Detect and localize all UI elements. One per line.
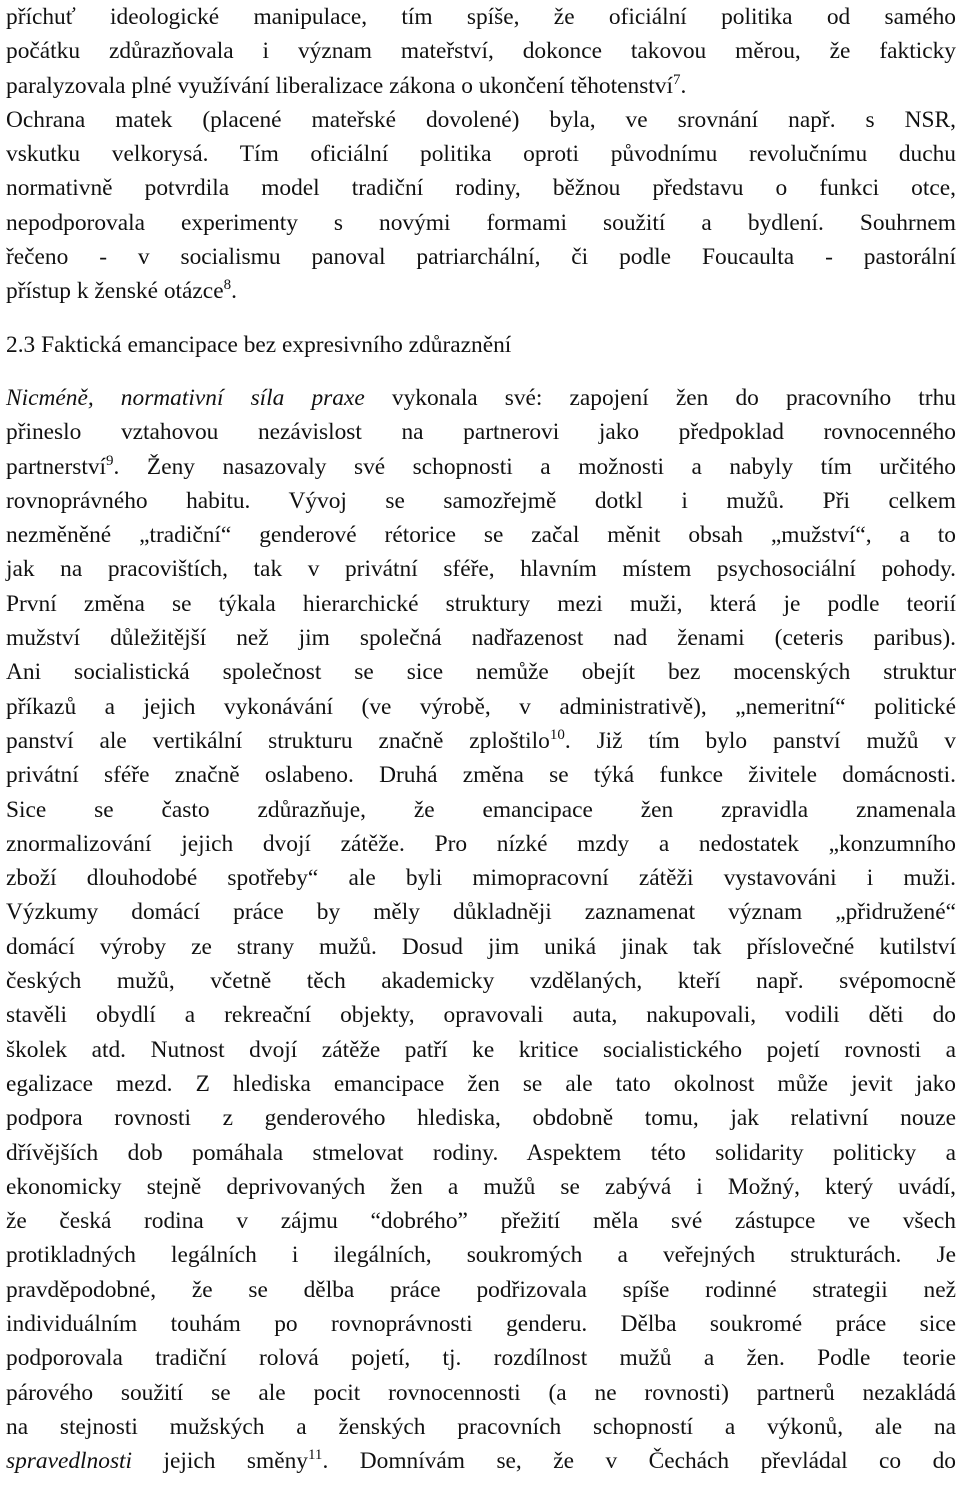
text-line: přineslo vztahovou nezávislost na partnerovi jako předpoklad rovnocenného xyxy=(6,419,956,446)
text-fragment: . Domnívám se, že v Čechách převládal co do xyxy=(322,1448,956,1475)
text-line: zboží dlouhodobé spotřeby“ ale byli mimopracovní zátěži vystavováni i muži. xyxy=(6,865,956,892)
text-fragment: jejich směny xyxy=(132,1448,308,1475)
paragraph-spacer xyxy=(6,309,956,328)
text-line: nezměněné „tradiční“ genderové rétorice se začal měnit obsah „mužství“, a to xyxy=(6,522,956,549)
text-fragment: . Ženy nasazovaly své schopnosti a možnosti a nabyly tím určitého xyxy=(113,453,956,480)
document-page xyxy=(6,0,956,1478)
text-line: normativně potvrdila model tradiční rodiny, běžnou představu o funkci otce, xyxy=(6,175,956,202)
text-line: podpora rovnosti z genderového hlediska, obdobně tomu, jak relativní nouze xyxy=(6,1105,956,1132)
text-fragment: vykonala své: zapojení žen do pracovního trhu xyxy=(364,384,956,411)
text-line: přístup k ženské otázce$^8$. xyxy=(6,277,237,305)
text-line: českých mužů, včetně těch akademicky vzdělaných, kteří např. svépomocně xyxy=(6,968,956,995)
text-line: protikladných legálních i ilegálních, soukromých a veřejných strukturách. Je xyxy=(6,1242,956,1269)
text-line: privátní sféře značně oslabeno. Druhá změna se týká funkce živitele domácnosti. xyxy=(6,762,956,789)
text-line: jak na pracovištích, tak v privátní sféře, hlavním místem psychosociální pohody. xyxy=(6,556,956,583)
text-line: znormalizování jejich dvojí zátěže. Pro nízké mzdy a nedostatek „konzumního xyxy=(6,830,956,857)
footnote-marker[interactable]: 8 xyxy=(223,277,232,294)
italic-phrase: spravedlnosti xyxy=(6,1448,133,1475)
italic-phrase: Nicméně, normativní síla praxe xyxy=(6,384,365,411)
text-line xyxy=(6,1444,956,1478)
paragraph-spacer xyxy=(6,362,956,381)
footnote-marker[interactable]: 10 xyxy=(549,726,565,743)
paragraph-main xyxy=(6,381,956,1479)
text-line: počátku zdůrazňovala i význam mateřství, dokonce takovou měrou, že fakticky xyxy=(6,38,956,65)
text-line: podporovala tradiční rolová pojetí, tj. rozdílnost mužů a žen. Podle teorie xyxy=(6,1345,956,1372)
text-line: řečeno - v socialismu panoval patriarchální, či podle Foucaulta - pastorální xyxy=(6,244,956,271)
text-fragment: . Již tím bylo panství mužů v xyxy=(564,727,956,754)
text-line: stavěli obydlí a rekreační objekty, opravovali auta, nakupovali, vodili děti do xyxy=(6,1002,956,1029)
text-line: Ani socialistická společnost se sice nemůže obejít bez mocenských struktur xyxy=(6,659,956,686)
text-line: že česká rodina v zájmu “dobrého” přežití měla své zástupce ve všech xyxy=(6,1208,956,1235)
text-line: paralyzovala plné využívání liberalizace zákona o ukončení těhotenství$^7$. xyxy=(6,71,687,99)
text-fragment: partnerství xyxy=(6,453,107,480)
text-line xyxy=(6,381,956,415)
text-line: školek atd. Nutnost dvojí zátěže patří ke kritice socialistického pojetí rovnosti a xyxy=(6,1036,956,1063)
paragraph-continuation xyxy=(6,0,956,309)
footnote-marker[interactable]: 11 xyxy=(307,1447,323,1464)
text-line: Ochrana matek (placené mateřské dovolené) byla, ve srovnání např. s NSR, xyxy=(6,106,956,133)
text-line: ekonomicky stejně deprivovaných žen a mužů se zabývá i Možný, který uvádí, xyxy=(6,1173,956,1200)
text-line: rovnoprávného habitu. Vývoj se samozřejmě dotkl i mužů. Při celkem xyxy=(6,487,956,514)
text-fragment: panství ale vertikální strukturu značně zploštilo xyxy=(6,727,550,754)
text-line: příchuť ideologické manipulace, tím spíše, že oficiální politika od samého xyxy=(6,4,956,30)
text-line xyxy=(6,724,956,758)
section-heading: 2.3 Faktická emancipace bez expresivního zdůraznění xyxy=(6,331,512,358)
text-line: egalizace mezd. Z hlediska emancipace žen se ale tato okolnost může jevit jako xyxy=(6,1070,956,1097)
text-fragment: přístup k ženské otázce xyxy=(6,278,224,305)
text-line: domácí výroby ze strany mužů. Dosud jim uniká jinak tak příslovečné kutilství xyxy=(6,933,956,960)
text-line: Sice se často zdůrazňuje, že emancipace žen zpravidla znamenala xyxy=(6,796,956,823)
text-line: První změna se týkala hierarchické struktury mezi muži, která je podle teorií xyxy=(6,590,956,617)
text-line: dřívějších dob pomáhala stmelovat rodiny. Aspektem této solidarity politicky a xyxy=(6,1139,956,1166)
text-line: Výzkumy domácí práce by měly důkladněji zaznamenat význam „přidružené“ xyxy=(6,899,956,926)
footnote-marker[interactable]: 9 xyxy=(106,452,114,469)
text-line: mužství důležitější než jim společná nadřazenost nad ženami (ceteris paribus). xyxy=(6,625,956,652)
text-line: nepodporovala experimenty s novými formami soužití a bydlení. Souhrnem xyxy=(6,209,956,236)
footnote-marker[interactable]: 7 xyxy=(673,71,681,88)
text-fragment: paralyzovala plné využívání liberalizace zákona o ukončení těhotenství xyxy=(6,72,673,99)
text-line: individuálním touhám po rovnoprávnosti genderu. Dělba soukromé práce sice xyxy=(6,1310,956,1337)
text-line: na stejnosti mužských a ženských pracovních schopností a výkonů, ale na xyxy=(6,1413,956,1440)
text-line xyxy=(6,450,956,484)
text-line: pravděpodobné, že se dělba práce podřizovala spíše rodinné strategii než xyxy=(6,1276,956,1303)
text-line: párového soužití se ale pocit rovnocennosti (a ne rovnosti) partnerů nezakládá xyxy=(6,1379,956,1406)
text-line: příkazů a jejich vykonávání (ve výrobě, v administrativě), „nemeritní“ politické xyxy=(6,693,956,720)
text-line: vskutku velkorysá. Tím oficiální politika oproti původnímu revolučnímu duchu xyxy=(6,141,956,168)
